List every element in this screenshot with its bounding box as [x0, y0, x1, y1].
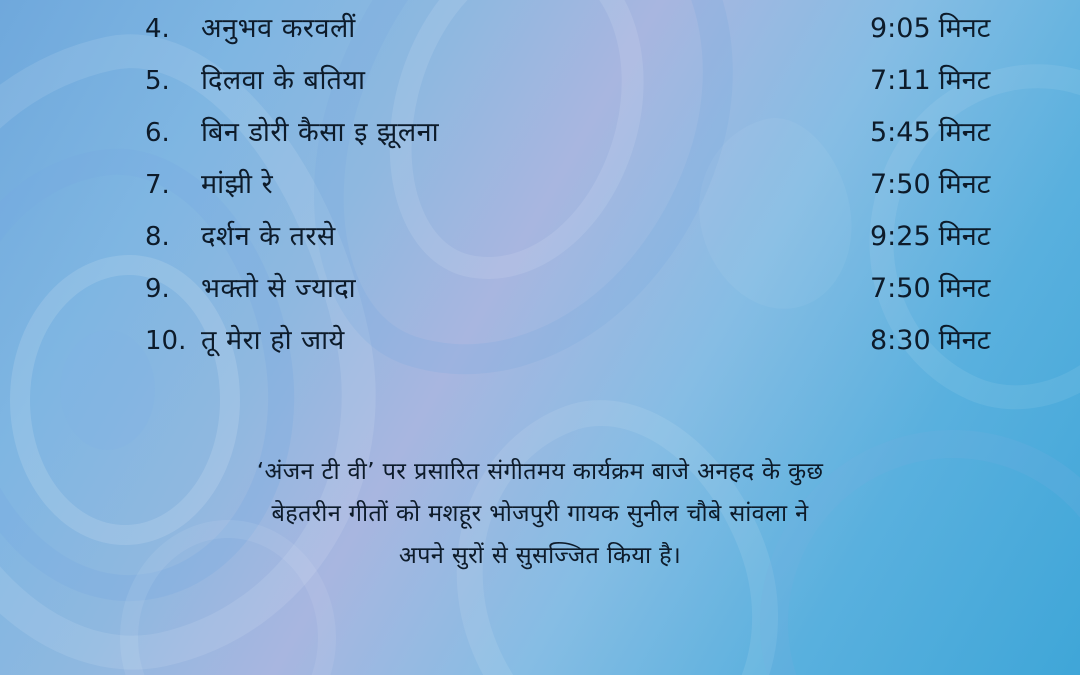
- track-duration-value: 7:50: [870, 169, 931, 200]
- track-duration-unit: मिनट: [938, 65, 991, 96]
- list-item: [0, 268, 1080, 320]
- note-line-3: अपने सुरों से सुसज्जित किया है।: [398, 541, 682, 569]
- track-title: दिलवा के बतिया: [201, 65, 366, 96]
- list-item: [0, 60, 1080, 112]
- description-note: [86, 450, 994, 576]
- track-title: तू मेरा हो जाये: [201, 325, 345, 356]
- track-duration-value: 5:45: [870, 117, 931, 148]
- track-duration: [860, 320, 1080, 357]
- track-duration-unit: मिनट: [938, 13, 991, 44]
- track-duration: [860, 268, 1080, 305]
- list-item: [0, 216, 1080, 268]
- track-duration-value: 7:50: [870, 273, 931, 304]
- track-number: 9.: [145, 274, 170, 304]
- track-duration-value: 9:25: [870, 221, 931, 252]
- track-duration: [860, 216, 1080, 253]
- track-number: 10.: [145, 326, 187, 356]
- list-item: [0, 8, 1080, 60]
- track-title: अनुभव करवलीं: [201, 13, 356, 44]
- track-title: बिन डोरी कैसा इ झूलना: [201, 117, 440, 148]
- track-duration-unit: मिनट: [938, 221, 991, 252]
- track-number: 7.: [145, 170, 170, 200]
- track-duration-unit: मिनट: [938, 273, 991, 304]
- track-number: 6.: [145, 118, 170, 148]
- track-duration: [860, 60, 1080, 97]
- track-number: 5.: [145, 66, 170, 96]
- track-title: मांझी रे: [201, 169, 274, 200]
- track-duration: [860, 8, 1080, 45]
- track-duration-unit: मिनट: [938, 325, 991, 356]
- track-number: 4.: [145, 14, 170, 44]
- track-duration: [860, 164, 1080, 201]
- track-duration-value: 9:05: [870, 13, 931, 44]
- note-line-2: बेहतरीन गीतों को मशहूर भोजपुरी गायक सुनील चौबे सांवला ने: [271, 499, 809, 527]
- list-item: [0, 320, 1080, 372]
- track-duration-unit: मिनट: [938, 169, 991, 200]
- track-duration: [860, 112, 1080, 149]
- list-item: [0, 164, 1080, 216]
- track-duration-value: 8:30: [870, 325, 931, 356]
- track-duration-value: 7:11: [870, 65, 931, 96]
- track-number: 8.: [145, 222, 170, 252]
- note-line-1: ‘अंजन टी वी’ पर प्रसारित संगीतमय कार्यक्रम बाजे अनहद के कुछ: [256, 457, 824, 485]
- track-duration-unit: मिनट: [938, 117, 991, 148]
- list-item: [0, 112, 1080, 164]
- track-title: भक्तो से ज्यादा: [201, 273, 357, 304]
- track-title: दर्शन के तरसे: [201, 221, 336, 252]
